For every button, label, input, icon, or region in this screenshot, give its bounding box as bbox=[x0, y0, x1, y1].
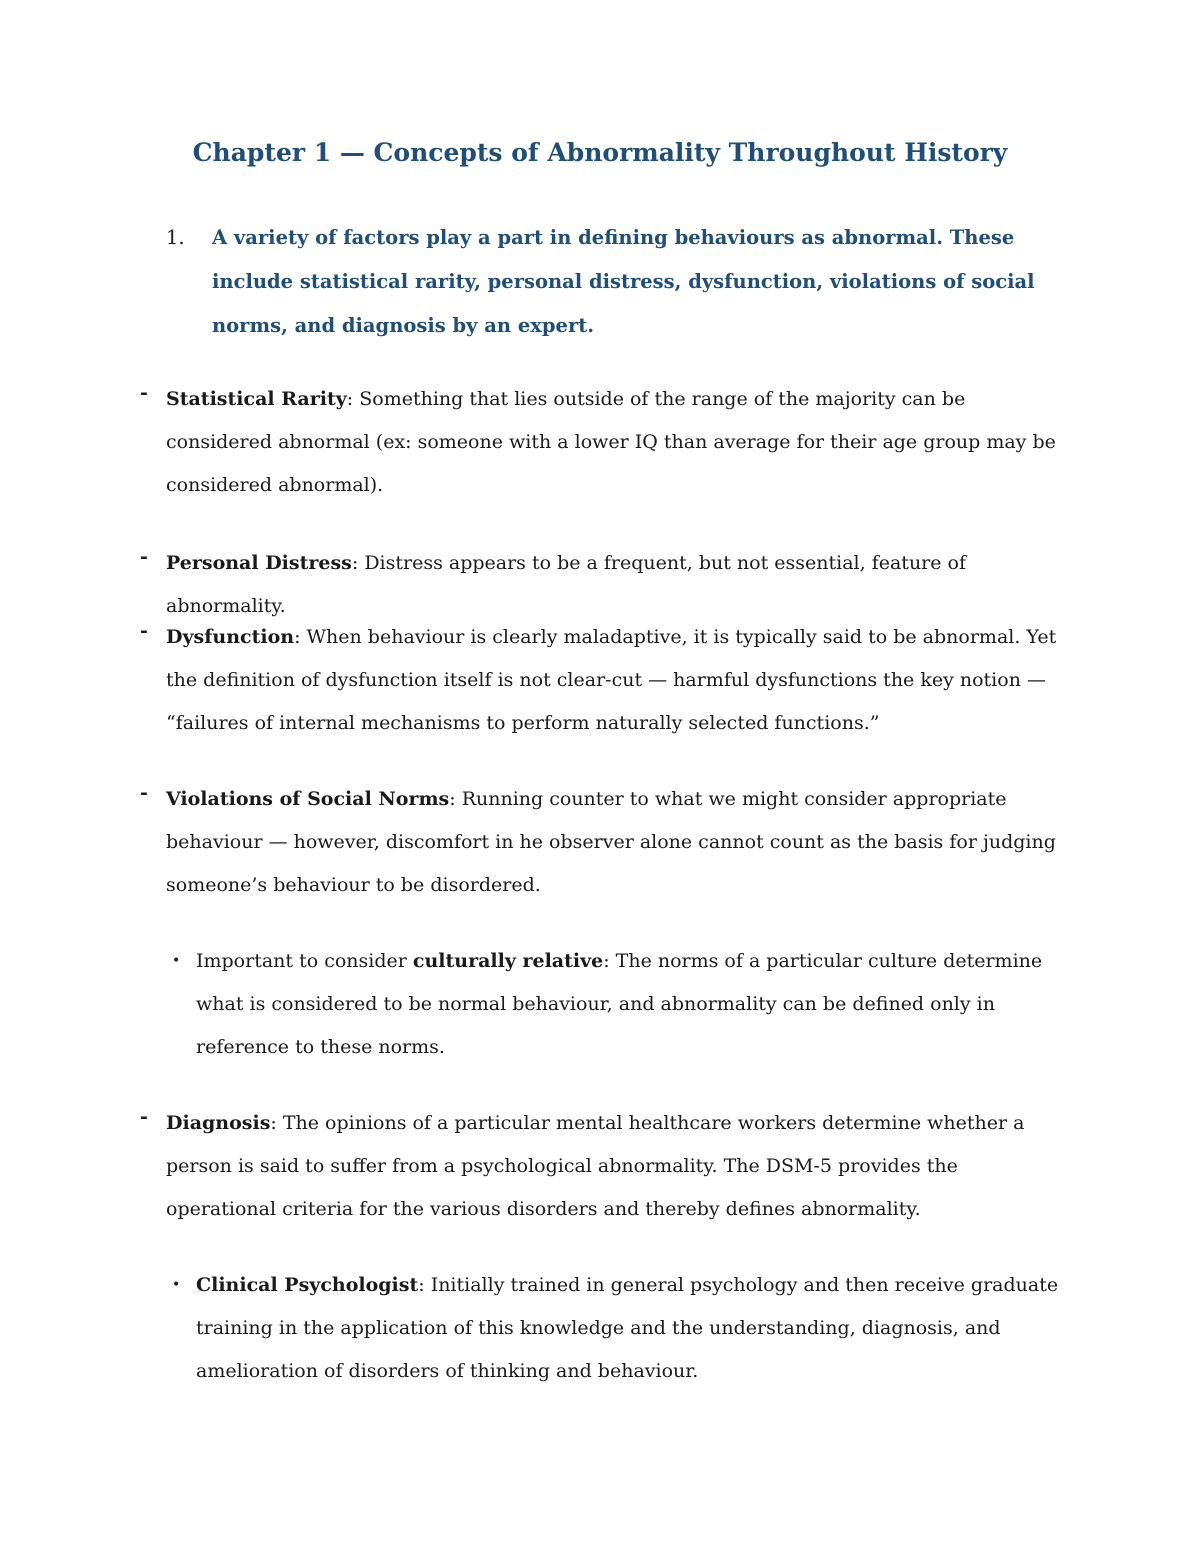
sub-item-body bbox=[196, 1264, 1060, 1393]
dash-marker: - bbox=[140, 382, 148, 404]
list-item-diagnosis bbox=[140, 1102, 1060, 1231]
term-description: : The norms of a particular culture determine what is considered to be normal behaviour, and abnormality can be defined only in reference to these norms. bbox=[196, 950, 1043, 1058]
list-item-statistical-rarity bbox=[140, 378, 1060, 507]
term-label: culturally relative bbox=[412, 950, 604, 972]
term-label: Personal Distress bbox=[166, 552, 352, 574]
sub-item-body bbox=[196, 940, 1060, 1069]
term-label: Dysfunction bbox=[166, 626, 295, 648]
term-description: : When behaviour is clearly maladaptive, it is typically said to be abnormal. Yet the definition of dysfunction itself is not clear-cut — harmful dysfunctions the key notion — “failures of internal mechanisms to perform naturally selected functions.” bbox=[166, 626, 1057, 734]
dash-marker: - bbox=[140, 620, 148, 642]
list-item-dysfunction bbox=[140, 616, 1060, 745]
term-label: Violations of Social Norms bbox=[166, 788, 450, 810]
list-number: 1. bbox=[166, 226, 185, 249]
term-label: Clinical Psychologist bbox=[196, 1274, 419, 1296]
sub-item-culturally-relative bbox=[172, 940, 1060, 1069]
sub-item-lead: Important to consider bbox=[196, 950, 413, 972]
list-item-body bbox=[166, 1102, 1060, 1231]
bullet-marker: • bbox=[172, 953, 181, 969]
term-label: Diagnosis bbox=[166, 1112, 271, 1134]
sub-item-clinical-psychologist bbox=[172, 1264, 1060, 1393]
term-description: : Something that lies outside of the range of the majority can be considered abnormal (ex: someone with a lower IQ than average for their age group may be considered abnormal). bbox=[166, 388, 1056, 496]
bullet-marker: • bbox=[172, 1277, 181, 1293]
term-description: : Distress appears to be a frequent, but not essential, feature of abnormality. bbox=[166, 552, 967, 617]
list-item-body bbox=[166, 778, 1060, 907]
dash-marker: - bbox=[140, 782, 148, 804]
term-description: : The opinions of a particular mental healthcare workers determine whether a person is said to suffer from a psychological abnormality. The DSM-5 provides the operational criteria for the various disorders and thereby defines abnormality. bbox=[166, 1112, 1025, 1220]
term-description: : Initially trained in general psychology and then receive graduate training in the application of this knowledge and the understanding, diagnosis, and amelioration of disorders of thinking and behaviour. bbox=[196, 1274, 1059, 1382]
list-item-body bbox=[166, 378, 1060, 507]
list-item-body bbox=[166, 616, 1060, 745]
dash-marker: - bbox=[140, 546, 148, 568]
list-item-violations-of-social-norms bbox=[140, 778, 1060, 907]
dash-marker: - bbox=[140, 1106, 148, 1128]
numbered-item-1 bbox=[166, 216, 1046, 348]
term-description: : Running counter to what we might consider appropriate behaviour — however, discomfort in he observer alone cannot count as the basis for judging someone’s behaviour to be disordered. bbox=[166, 788, 1056, 896]
term-label: Statistical Rarity bbox=[166, 388, 347, 410]
intro-text: A variety of factors play a part in defining behaviours as abnormal. These include statistical rarity, personal distress, dysfunction, violations of social norms, and diagnosis by an expert. bbox=[212, 226, 1035, 337]
page-title: Chapter 1 — Concepts of Abnormality Throughout History bbox=[192, 138, 1008, 167]
